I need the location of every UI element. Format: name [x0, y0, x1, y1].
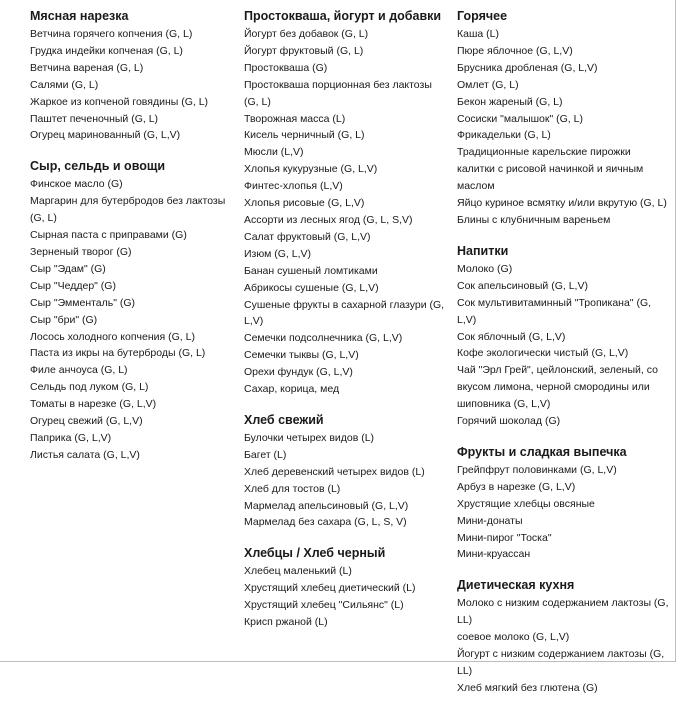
section-diet-kitchen — [457, 577, 669, 696]
list-item: Каша (L) — [457, 28, 499, 40]
list-item: Мюсли (L,V) — [244, 146, 304, 159]
section-cheese-herring-vegetables — [30, 158, 235, 463]
list-item: Кофе экологически чистый (G, L,V) — [457, 347, 629, 360]
list-item: Сок мультивитаминный "Тропикана" (G, L,V) — [457, 296, 652, 326]
list-item: Творожная масса (L) — [244, 112, 346, 125]
list-item: соевое молоко (G, L,V) — [457, 631, 570, 644]
list-item: Ассорти из лесных ягод (G, L, S,V) — [244, 213, 413, 226]
section-heading: Фрукты и сладкая выпечка — [457, 444, 627, 459]
list-item: Хлеб деревенский четырех видов (L) — [244, 465, 425, 478]
list-item: Орехи фундук (G, L,V) — [244, 366, 353, 379]
list-item: Огурец свежий (G, L,V) — [30, 415, 143, 428]
list-item: Фрикадельки (G, L) — [457, 129, 551, 142]
list-item: Хлопья рисовые (G, L,V) — [244, 197, 365, 210]
list-item: Йогурт с низким содержанием лактозы (G, LL) — [457, 648, 665, 677]
list-item: Паста из икры на бутерброды (G, L) — [30, 347, 206, 360]
list-item: Йогурт без добавок (G, L) — [244, 28, 369, 40]
section-heading: Диетическая кухня — [457, 578, 575, 593]
list-item: Финтес-хлопья (L,V) — [244, 180, 343, 193]
list-item: Паприка (G, L,V) — [30, 431, 112, 444]
menu-column-2 — [244, 8, 449, 645]
list-item: Томаты в нарезке (G, L,V) — [30, 398, 157, 411]
list-item: Хлопья кукурузные (G, L,V) — [244, 163, 378, 176]
list-item: Бекон жареный (G, L) — [457, 95, 563, 108]
list-item: Финское масло (G) — [30, 178, 123, 191]
section-cold-cuts — [30, 8, 235, 144]
list-item: Простокваша (G) — [244, 61, 328, 74]
list-item: Сушеные фрукты в сахарной глазури (G, L,V) — [244, 298, 445, 328]
list-item: Йогурт фруктовый (G, L) — [244, 44, 364, 57]
list-item: Салат фруктовый (G, L,V) — [244, 230, 371, 243]
list-item: Яйцо куриное всмятку и/или вкрутую (G, L) — [457, 197, 667, 210]
list-item: Абрикосы сушеные (G, L,V) — [244, 281, 379, 294]
item-list — [457, 462, 669, 563]
list-item: Чай "Эрл Грей", цейлонский, зеленый, со вкусом лимона, черной смородины или шиповника (G, L,V) — [457, 364, 658, 411]
list-item: Мармелад апельсиновый (G, L,V) — [244, 499, 409, 512]
list-item: Омлет (G, L) — [457, 78, 519, 91]
list-item: Крисп ржаной (L) — [244, 616, 328, 629]
list-item: Хрустящие хлебцы овсяные — [457, 497, 595, 510]
list-item: Филе анчоуса (G, L) — [30, 364, 128, 377]
list-item: Мармелад без сахара (G, L, S, V) — [244, 516, 407, 529]
list-item: Ветчина вареная (G, L) — [30, 61, 144, 74]
list-item: Хлебец маленький (L) — [244, 565, 352, 578]
menu-column-3 — [457, 8, 669, 711]
list-item: Хрустящий хлебец диетический (L) — [244, 582, 416, 595]
list-item: Маргарин для бутербродов без лактозы (G, L) — [30, 195, 226, 225]
list-item: Паштет печеночный (G, L) — [30, 112, 159, 125]
section-heading: Мясная нарезка — [30, 9, 129, 23]
list-item: Семечки подсолнечника (G, L,V) — [244, 332, 403, 345]
item-list — [30, 26, 235, 144]
menu-column-1 — [30, 8, 235, 478]
list-item: Мини-пирог "Тоска" — [457, 531, 552, 544]
list-item: Молоко (G) — [457, 262, 513, 275]
list-item: Брусника дробленая (G, L,V) — [457, 61, 598, 74]
list-item: Салями (G, L) — [30, 78, 99, 91]
list-item: Листья салата (G, L,V) — [30, 448, 140, 461]
list-item: Огурец маринованный (G, L,V) — [30, 129, 181, 142]
list-item: Кисель черничный (G, L) — [244, 129, 365, 142]
list-item: Сыр "Эмменталь" (G) — [30, 296, 136, 309]
list-item: Сыр "Эдам" (G) — [30, 262, 106, 275]
list-item: Сырная паста с приправами (G) — [30, 229, 187, 242]
list-item: Пюре яблочное (G, L,V) — [457, 44, 573, 57]
item-list — [244, 563, 449, 631]
section-fresh-bread — [244, 412, 449, 531]
section-crispbread-dark-bread — [244, 545, 449, 631]
item-list — [30, 176, 235, 463]
section-fruit-pastry — [457, 444, 669, 563]
list-item: Грудка индейки копченая (G, L) — [30, 44, 183, 57]
list-item: Хрустящий хлебец "Сильянс" (L) — [244, 599, 404, 612]
list-item: Банан сушеный ломтиками — [244, 264, 378, 277]
section-drinks — [457, 243, 669, 430]
item-list — [457, 261, 669, 430]
list-item: Жаркое из копченой говядины (G, L) — [30, 95, 209, 108]
section-heading: Хлеб свежий — [244, 412, 324, 427]
item-list — [244, 430, 449, 531]
item-list — [457, 26, 669, 229]
list-item: Сельдь под луком (G, L) — [30, 381, 149, 394]
item-list — [457, 595, 669, 696]
section-heading: Сыр, сельдь и овощи — [30, 159, 166, 174]
list-item: Зерненый творог (G) — [30, 245, 132, 258]
list-item: Горячий шоколад (G) — [457, 415, 561, 428]
list-item: Сыр "бри" (G) — [30, 313, 98, 326]
list-item: Традиционные карельские пирожки калитки с рисовой начинкой и яичным маслом — [457, 146, 644, 193]
list-item: Арбуз в нарезке (G, L,V) — [457, 480, 576, 493]
list-item: Изюм (G, L,V) — [244, 247, 312, 260]
section-hot-dishes — [457, 8, 669, 229]
item-list — [244, 26, 449, 398]
section-yogurt-toppings — [244, 8, 449, 398]
list-item: Мини-круассан — [457, 548, 531, 561]
list-item: Сахар, корица, мед — [244, 383, 340, 396]
list-item: Сосиски "малышок" (G, L) — [457, 112, 583, 125]
list-item: Блины с клубничным вареньем — [457, 213, 611, 226]
list-item: Простокваша порционная без лактозы (G, L) — [244, 78, 432, 108]
list-item: Сыр "Чеддер" (G) — [30, 279, 116, 292]
section-heading: Хлебцы / Хлеб черный — [244, 546, 386, 561]
section-heading: Простокваша, йогурт и добавки — [244, 9, 442, 23]
list-item: Грейпфрут половинками (G, L,V) — [457, 463, 617, 476]
list-item: Багет (L) — [244, 448, 287, 461]
list-item: Хлеб мягкий без глютена (G) — [457, 681, 598, 694]
list-item: Мини-донаты — [457, 514, 523, 527]
list-item: Сок апельсиновый (G, L,V) — [457, 279, 588, 292]
list-item: Булочки четырех видов (L) — [244, 431, 375, 444]
section-heading: Напитки — [457, 243, 509, 258]
list-item: Ветчина горячего копчения (G, L) — [30, 28, 193, 40]
list-item: Лосось холодного копчения (G, L) — [30, 330, 195, 343]
list-item: Молоко с низким содержанием лактозы (G, LL) — [457, 597, 669, 627]
list-item: Семечки тыквы (G, L,V) — [244, 349, 359, 362]
section-heading: Горячее — [457, 9, 508, 23]
list-item: Сок яблочный (G, L,V) — [457, 330, 566, 343]
list-item: Хлеб для тостов (L) — [244, 482, 341, 495]
